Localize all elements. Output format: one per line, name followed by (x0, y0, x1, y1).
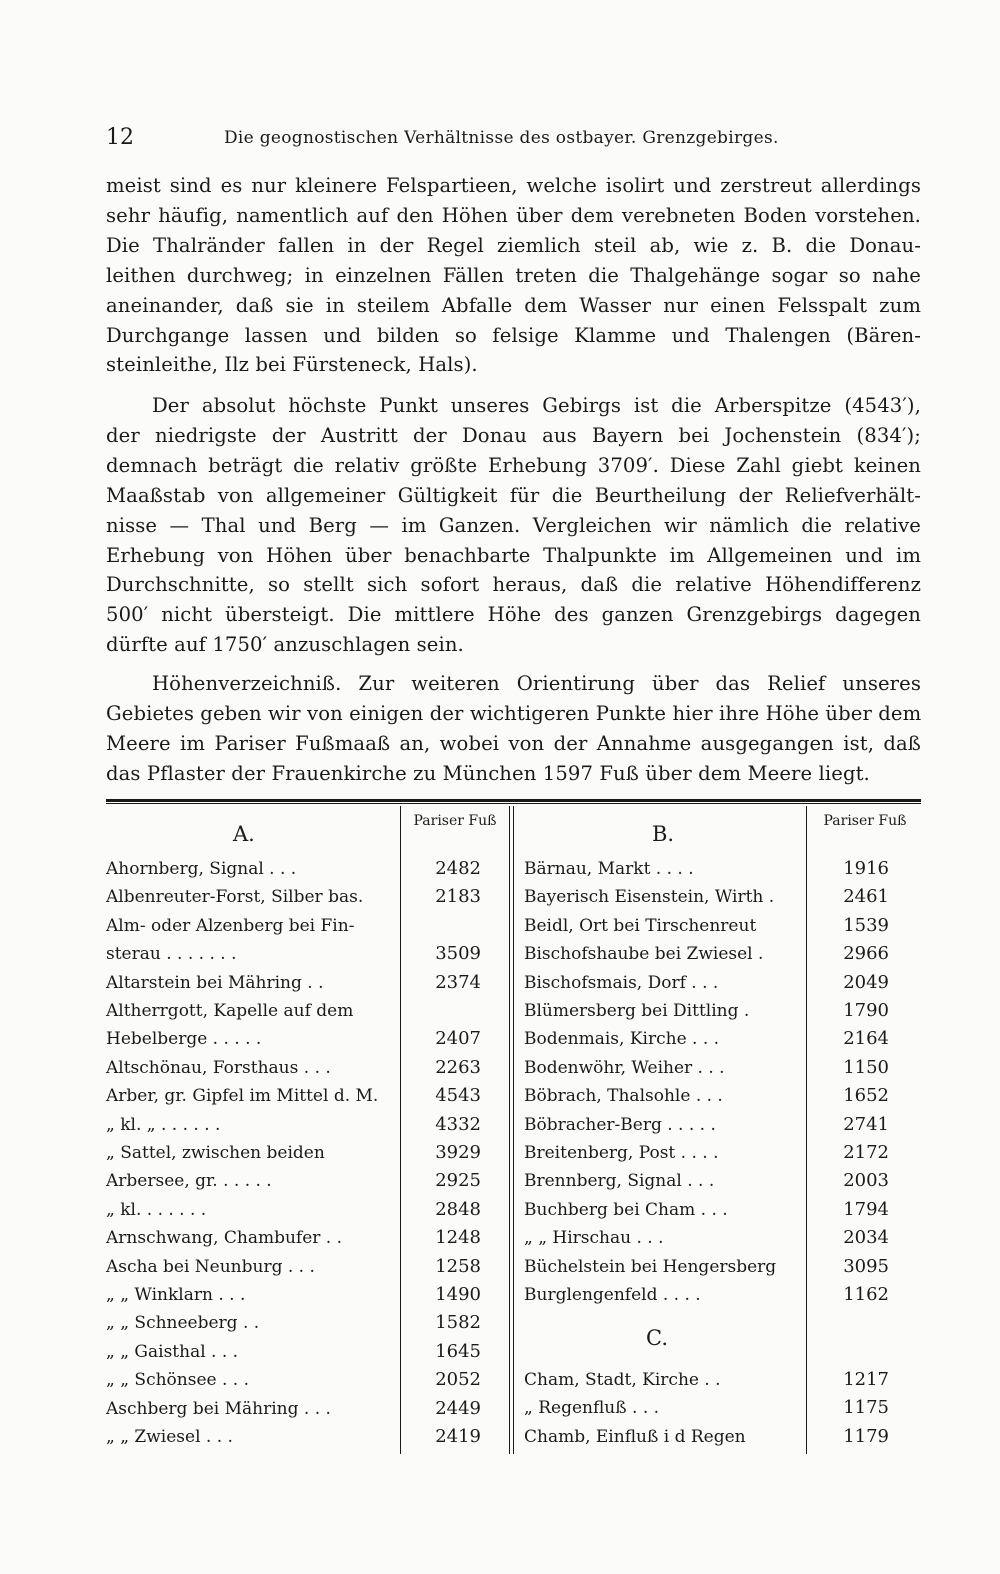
height-value: 2034 (843, 1227, 889, 1249)
height-value: 2172 (843, 1142, 889, 1163)
height-value: 1179 (843, 1425, 889, 1447)
height-value: 2164 (843, 1028, 889, 1050)
height-value: 2925 (435, 1170, 481, 1192)
text-line: steinleithe, Ilz bei Fürsteneck, Hals). (106, 353, 478, 377)
place-name: Bischofshaube bei Zwiesel . (524, 944, 764, 965)
table-row (106, 1338, 481, 1366)
height-value: 1652 (843, 1085, 889, 1107)
place-name: Arbersee, gr. . . . . . (106, 1171, 272, 1192)
height-value: 1175 (843, 1397, 889, 1419)
place-name: sterau . . . . . . . (106, 944, 237, 965)
table-row (524, 1025, 889, 1053)
table-row (106, 1139, 481, 1167)
height-value: 1150 (843, 1056, 889, 1078)
table-top-rule-thin (106, 803, 921, 804)
text-line: dürfte auf 1750′ anzuschlagen sein. (106, 633, 464, 657)
table-row (106, 1167, 481, 1195)
height-value: 3509 (435, 943, 481, 965)
height-value: 2419 (435, 1426, 481, 1447)
table-row (106, 940, 481, 968)
height-value: 3095 (843, 1255, 889, 1277)
table-row (106, 883, 481, 911)
text-line: sehr häufig, namentlich auf den Höhen über dem verebneten Boden vorstehen. (106, 203, 921, 227)
height-value: 2374 (435, 971, 481, 993)
height-value: 2407 (435, 1028, 481, 1050)
height-value: 2263 (435, 1056, 481, 1078)
paragraph-2 (106, 391, 921, 660)
text-line: meist sind es nur kleinere Felspartieen, welche isolirt und zerstreut allerdings (106, 174, 921, 197)
table-row (106, 997, 481, 1025)
height-value: 1582 (435, 1312, 481, 1334)
place-name: Burglengenfeld . . . . (524, 1285, 701, 1305)
place-name: Ascha bei Neunburg . . . (106, 1256, 315, 1277)
page-number: 12 (106, 125, 134, 150)
place-name: Altschönau, Forsthaus . . . (106, 1057, 331, 1078)
table-row (524, 1196, 889, 1224)
place-name: „ „ Gaisthal . . . (106, 1341, 239, 1362)
table-row (524, 1281, 889, 1309)
place-name: Büchelstein bei Hengersberg (524, 1256, 777, 1277)
place-name: „ kl. „ . . . . . . (106, 1114, 221, 1135)
table-row (106, 1196, 481, 1224)
place-name: Alm- oder Alzenberg bei Fin- (106, 915, 355, 936)
place-name: Bayerisch Eisenstein, Wirth . (524, 887, 775, 908)
table-row (106, 1025, 481, 1053)
height-value: 1916 (843, 858, 889, 879)
place-name: Blümersberg bei Dittling . (524, 1001, 750, 1021)
table-row (106, 1224, 481, 1252)
text-line: 500′ nicht übersteigt. Die mittlere Höhe des ganzen Grenzgebirgs dagegen (106, 603, 921, 627)
place-name: Arnschwang, Chambufer . . (106, 1228, 343, 1249)
height-value: 2966 (843, 943, 889, 965)
table-row (106, 1395, 481, 1423)
text-line: Durchschnitte, so stellt sich sofort heraus, daß die relative Höhendifferenz (106, 573, 921, 597)
height-value: 1258 (435, 1255, 481, 1277)
table-row (524, 997, 889, 1025)
height-value: 2741 (843, 1113, 889, 1135)
place-name: „ „ Zwiesel . . . (106, 1427, 233, 1447)
table-row (106, 1253, 481, 1281)
text-line: aneinander, daß sie in steilem Abfalle dem Wasser nur einen Felsspalt zum (106, 293, 921, 317)
place-name: Cham, Stadt, Kirche . . (524, 1370, 721, 1390)
table-row (524, 1139, 889, 1167)
place-name: Aschberg bei Mähring . . . (106, 1398, 331, 1419)
place-name: Chamb, Einfluß i d Regen (524, 1426, 746, 1447)
table-row (106, 1054, 481, 1082)
height-value: 1162 (843, 1284, 889, 1305)
table-row (524, 1394, 889, 1422)
text-line: das Pflaster der Frauenkirche zu München 1597 Fuß über dem Meere liegt. (106, 761, 870, 785)
text-line: Die Thalränder fallen in der Regel ziemlich steil ab, wie z. B. die Donau- (106, 233, 921, 257)
place-name: Buchberg bei Cham . . . (524, 1199, 728, 1220)
text-line: Maaßstab von allgemeiner Gültigkeit für die Beurtheilung der Reliefverhält- (106, 483, 921, 507)
place-name: Bodenwöhr, Weiher . . . (524, 1057, 725, 1078)
text-line: Durchgange lassen und bilden so felsige Klamme und Thalengen (Bären- (106, 323, 921, 347)
section-letter-c: C. (646, 1326, 668, 1350)
place-name: Bärnau, Markt . . . . (524, 859, 694, 879)
height-value: 1790 (843, 1000, 889, 1021)
place-name: Beidl, Ort bei Tirschenreut (524, 915, 757, 936)
table-row (524, 1253, 889, 1281)
place-name: Breitenberg, Post . . . . (524, 1143, 719, 1163)
place-name: Brennberg, Signal . . . (524, 1171, 715, 1192)
height-value: 4332 (435, 1113, 481, 1135)
height-value: 2449 (435, 1397, 481, 1419)
place-name: „ kl. . . . . . . (106, 1199, 207, 1220)
place-name: Arber, gr. Gipfel im Mittel d. M. (106, 1086, 379, 1107)
table-row (106, 1309, 481, 1337)
text-line: der niedrigste der Austritt der Donau aus Bayern bei Jochenstein (834′); (106, 423, 921, 447)
height-value: 2183 (435, 886, 481, 908)
place-name: Albenreuter-Forst, Silber bas. (106, 887, 364, 908)
table-row (524, 940, 889, 968)
table-row (524, 1054, 889, 1082)
table-row (524, 855, 889, 883)
text-line: nisse — Thal und Berg — im Ganzen. Vergleichen wir nämlich die relative (106, 513, 921, 537)
table-row (524, 1167, 889, 1195)
height-value: 2049 (843, 971, 889, 993)
place-name: Ahornberg, Signal . . . (106, 859, 297, 879)
table-row (106, 855, 481, 883)
height-value: 2482 (435, 858, 481, 879)
unit-header-right: Pariser Fuß (823, 813, 907, 829)
table-row (524, 969, 889, 997)
running-title: Die geognostischen Verhältnisse des ostbayer. Grenzgebirges. (224, 128, 779, 148)
table-row (106, 1111, 481, 1139)
height-value: 1490 (435, 1284, 481, 1305)
place-name: Böbracher-Berg . . . . . (524, 1114, 716, 1135)
place-name: „ „ Winklarn . . . (106, 1285, 246, 1305)
height-value: 1645 (435, 1340, 481, 1362)
table-row (106, 1423, 481, 1451)
text-line: Meere im Pariser Fußmaaß an, wobei von der Annahme ausgegangen ist, daß (106, 731, 921, 755)
place-name: Altherrgott, Kapelle auf dem (106, 1001, 354, 1021)
paragraph-3 (106, 669, 921, 789)
text-line: Höhenverzeichniß. Zur weiteren Orientirung über das Relief unseres (152, 672, 921, 695)
section-letter-b: B. (652, 822, 675, 846)
table-row (106, 1281, 481, 1309)
table-row (106, 1082, 481, 1110)
section-letter-a: A. (233, 822, 255, 846)
height-value: 1539 (843, 914, 889, 936)
place-name: Bodenmais, Kirche . . . (524, 1029, 720, 1050)
place-name: „ Sattel, zwischen beiden (106, 1143, 325, 1163)
height-value: 1794 (843, 1198, 889, 1220)
height-value: 2003 (843, 1170, 889, 1192)
place-name: „ Regenfluß . . . (524, 1398, 660, 1419)
text-line: leithen durchweg; in einzelnen Fällen treten die Thalgehänge sogar so nahe (106, 263, 921, 287)
table-row (524, 1366, 889, 1394)
text-line: Erhebung von Höhen über benachbarte Thalpunkte im Allgemeinen und im (106, 543, 921, 567)
place-name: „ „ Schönsee . . . (106, 1370, 249, 1391)
table-row (524, 1082, 889, 1110)
table-row (524, 1224, 889, 1252)
height-value: 3929 (435, 1142, 481, 1163)
table-row (106, 912, 481, 940)
place-name: „ „ Hirschau . . . (524, 1228, 664, 1249)
text-line: demnach beträgt die relativ größte Erhebung 3709′. Diese Zahl giebt keinen (106, 453, 921, 477)
unit-header-left: Pariser Fuß (413, 813, 497, 829)
table-row (524, 1423, 889, 1451)
running-header (106, 125, 921, 151)
text-line: Der absolut höchste Punkt unseres Gebirgs ist die Arberspitze (4543′), (152, 394, 921, 417)
place-name: Hebelberge . . . . . (106, 1029, 262, 1050)
place-name: Bischofsmais, Dorf . . . (524, 972, 719, 993)
place-name: Altarstein bei Mähring . . (106, 972, 324, 993)
table-row (524, 883, 889, 911)
table-row (106, 1366, 481, 1394)
height-value: 2052 (435, 1369, 481, 1391)
table-row (106, 969, 481, 997)
table-top-rule (106, 799, 921, 802)
place-name: „ „ Schneeberg . . (106, 1313, 260, 1334)
column-divider (513, 806, 514, 1454)
height-value: 1217 (843, 1369, 889, 1390)
height-value: 2848 (435, 1198, 481, 1220)
paragraph-1 (106, 171, 921, 380)
table-row (524, 1111, 889, 1139)
place-name: Böbrach, Thalsohle . . . (524, 1086, 723, 1107)
height-value: 4543 (435, 1085, 481, 1107)
height-value: 2461 (843, 886, 889, 908)
text-line: Gebietes geben wir von einigen der wichtigeren Punkte hier ihre Höhe über dem (106, 701, 922, 725)
height-value: 1248 (435, 1227, 481, 1249)
column-divider (509, 806, 510, 1454)
table-row (524, 912, 889, 940)
